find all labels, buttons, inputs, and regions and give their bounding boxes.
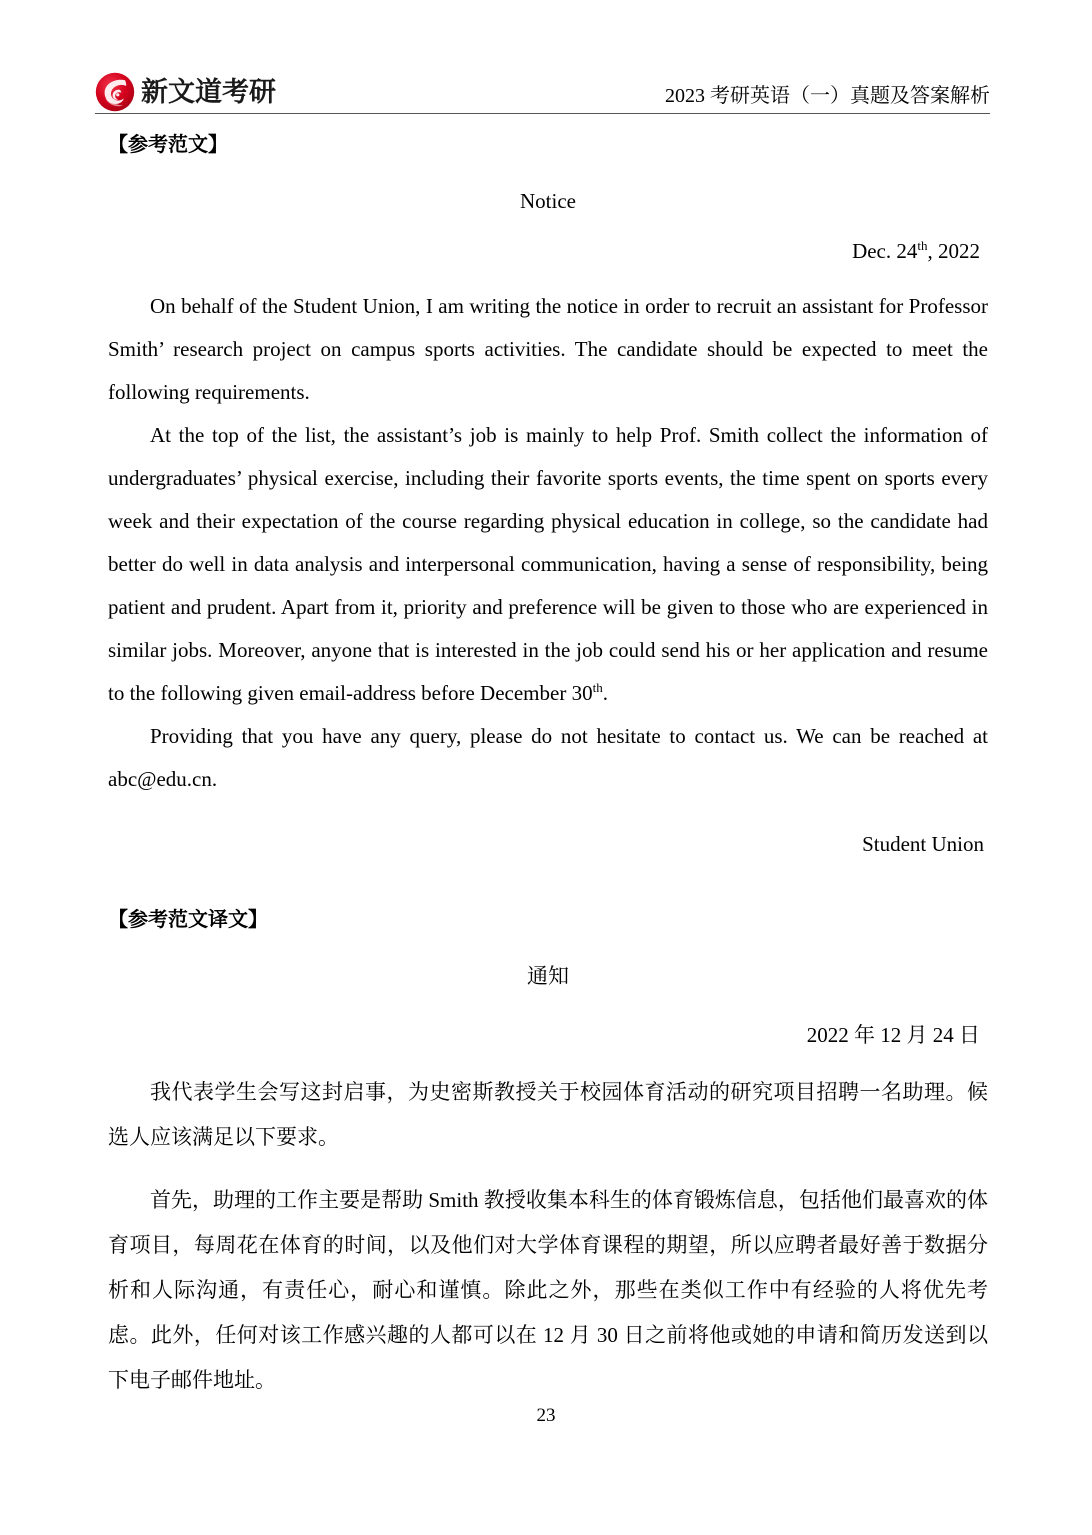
page-number: 23 [536,1405,556,1426]
header-title: 2023 考研英语（一）真题及答案解析 [665,85,990,107]
notice-paragraph-2-end: . [602,681,608,705]
translation-date: 2022 年 12 月 24 日 [806,1023,980,1047]
notice-date-suffix: , 2022 [927,238,980,263]
notice-date-prefix: Dec. 24 [852,238,918,263]
page-content [108,130,988,1403]
notice-paragraph-1: On behalf of the Student Union, I am writing the notice in order to recruit an assistant for Professor Smith’ research project on campus sports activities. The candidate should be expected to meet the following requirements. [108,294,988,404]
notice-signature: Student Union [862,832,984,856]
notice-date [108,236,988,268]
model-essay-heading: 【参考范文】 [108,132,228,156]
phoenix-circle-logo-icon [95,72,135,112]
brand-name: 新文道考研 [141,76,276,108]
notice-paragraph-2 [108,414,988,715]
translation-paragraph-1: 我代表学生会写这封启事，为史密斯教授关于校园体育活动的研究项目招聘一名助理。候选人应该满足以下要求。 [108,1079,988,1149]
translation-paragraph-2: 首先，助理的工作主要是帮助 Smith 教授收集本科生的体育锻炼信息，包括他们最喜欢的体育项目，每周花在体育的时间，以及他们对大学体育课程的期望，所以应聘者最好善于数据分析和人际沟通，有责任心，耐心和谨慎。除此之外，那些在类似工作中有经验的人将优先考虑。此外，任何对该工作感兴趣的人都可以在 12 月 30 日之前将他或她的申请和简历发送到以下电子邮件地址。 [108,1187,988,1392]
notice-date-ordinal: th [917,237,928,253]
brand-logo-group [95,72,276,112]
notice-paragraph-3: Providing that you have any query, please do not hesitate to contact us. We can be reached at abc@edu.cn. [108,724,988,791]
translation-heading: 【参考范文译文】 [108,906,268,931]
notice-title: Notice [520,189,576,213]
translation-title: 通知 [527,963,569,988]
notice-paragraph-2-ordinal: th [592,680,603,695]
notice-paragraph-2-text: At the top of the list, the assistant’s job is mainly to help Prof. Smith collect the information of undergraduates’ physical exercise, including their favorite sports events, the time spent on sports every week and their expectation of the course regarding physical education in college, so the candidate had better do well in data analysis and interpersonal communication, having a sense of responsibility, being patient and prudent. Apart from it, priority and preference will be given to those who are experienced in similar jobs. Moreover, anyone that is interested in the job could send his or her application and resume to the following given email-address before December 30 [108,423,988,705]
header-divider [95,113,990,114]
page-header [95,58,990,114]
